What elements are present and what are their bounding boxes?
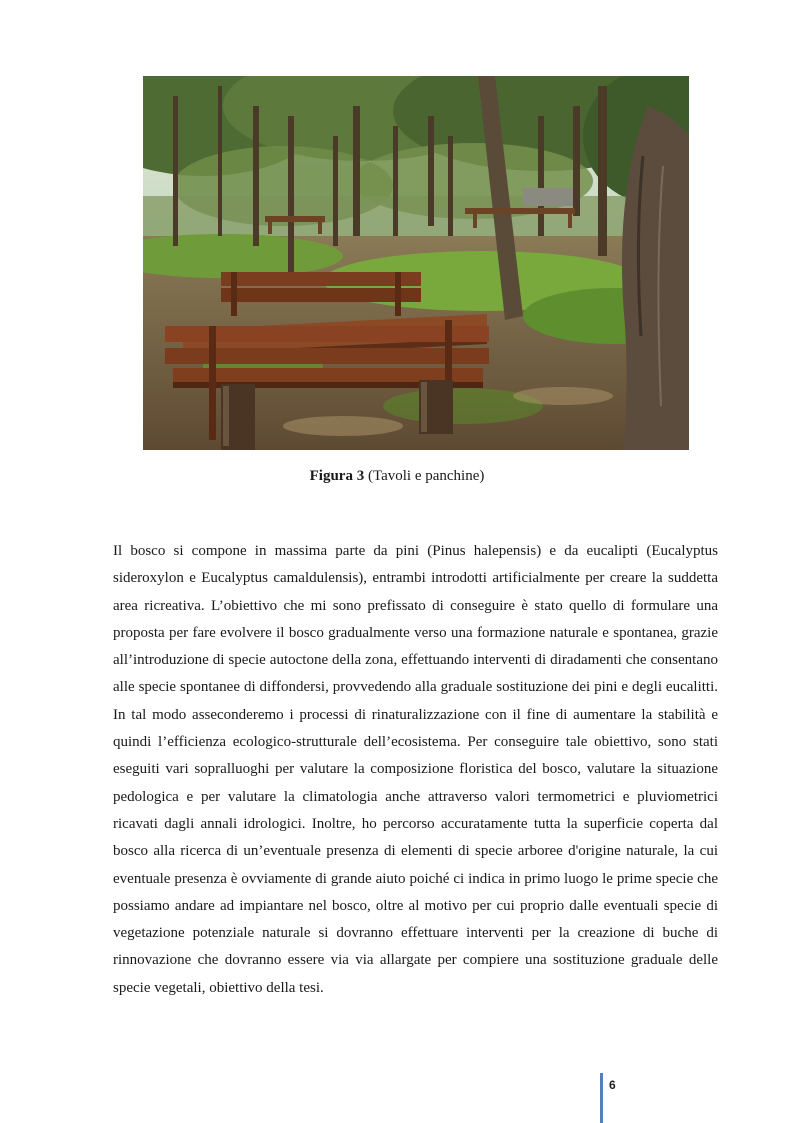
forest-bench-illustration <box>143 76 689 450</box>
figure-caption-text: (Tavoli e panchine) <box>364 468 485 484</box>
figure-caption <box>0 466 794 486</box>
page-number: 6 <box>609 1078 616 1092</box>
page-number-rule <box>600 1073 603 1123</box>
figure-photo <box>143 76 689 450</box>
figure-caption-label: Figura 3 <box>309 468 365 484</box>
body-paragraph: Il bosco si compone in massima parte da pini (Pinus halepensis) e da eucalipti (Eucalyptus sideroxylon e Eucalyptus camaldulensis), entrambi introdotti artificialmente per creare la suddetta area ricreativa. L’obiettivo che mi sono prefissato di conseguire è stato quello di formulare una proposta per fare evolvere il bosco gradualmente verso una formazione naturale e spontanea, grazie all’introduzione di specie autoctone della zona, effettuando interventi di diradamenti che consentano alle specie spontanee di diffondersi, provvedendo alla graduale sostituzione dei pini e degli eucalitti. In tal modo asseconderemo i processi di rinaturalizzazione con il fine di aumentare la stabilità e quindi l’efficienza ecologico-strutturale dell’ecosistema. Per conseguire tale obiettivo, sono stati eseguiti vari sopralluoghi per valutare la composizione floristica del bosco, valutare la situazione pedologica e per valutare la climatologia anche attraverso valori termometrici e pluviometrici ricavati dagli annali idrologici. Inoltre, ho percorso accuratamente tutta la superficie coperta dal bosco alla ricerca di un’eventuale presenza di elementi di specie arboree d'origine naturale, la cui eventuale presenza è ovviamente di grande aiuto poiché ci indica in primo luogo le prime specie che possiamo andare ad impiantare nel bosco, oltre al motivo per cui proprio dalle eventuali specie di vegetazione potenziale naturale si dovranno effettuare interventi per la creazione di buche di rinnovazione che dovranno essere via via allargate per compiere una sostituzione graduale delle specie vegetali, obiettivo della tesi. <box>113 543 718 996</box>
